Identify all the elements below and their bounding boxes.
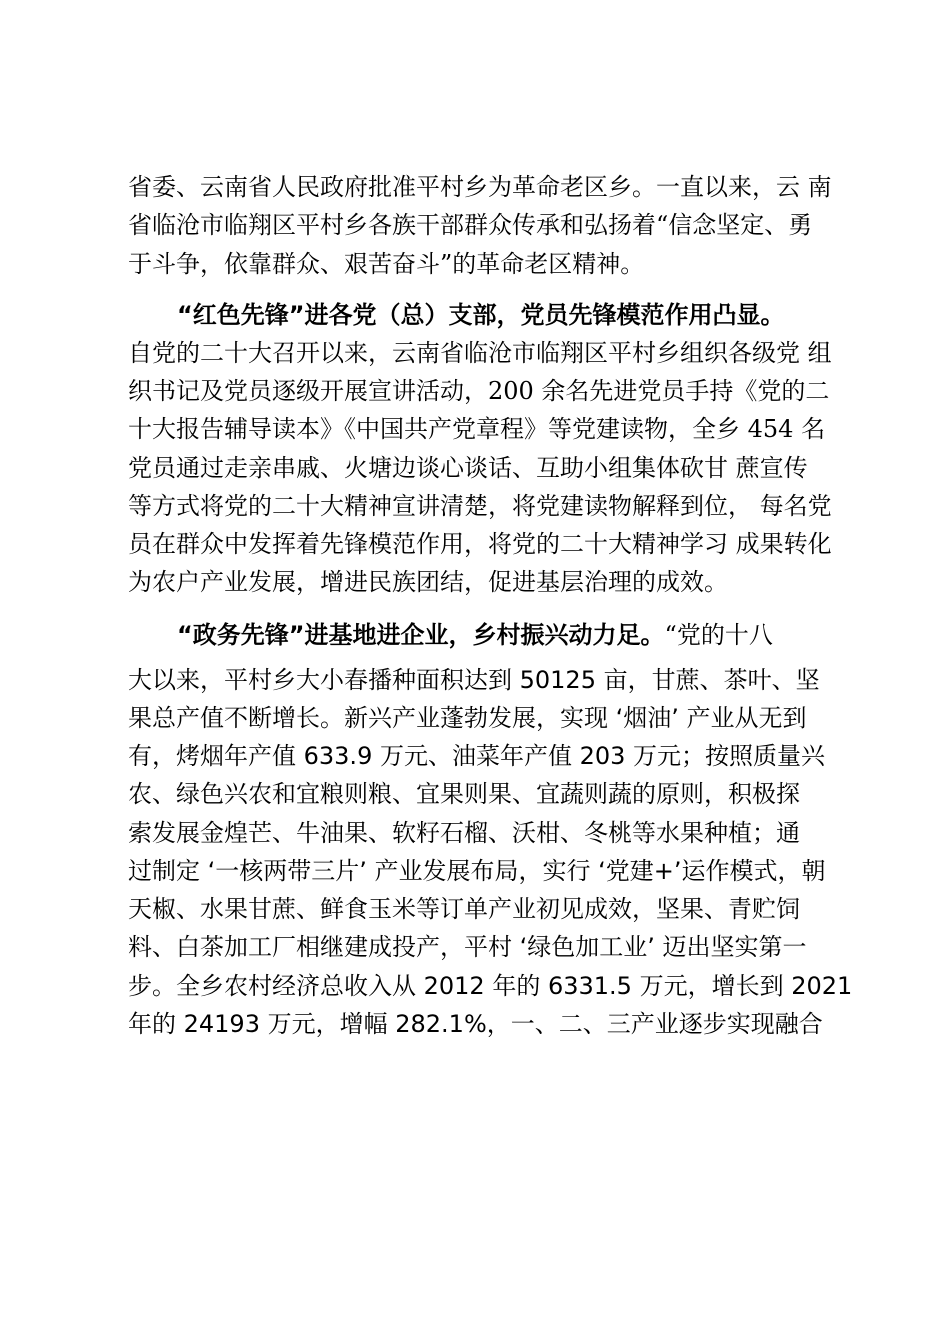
paragraph-line: 农、绿色兴农和宜粮则粮、宜果则果、宜蔬则蔬的原则，积极探 — [128, 780, 800, 808]
paragraph-line: 有，烤烟年产值 633.9 万元、油菜年产值 203 万元；按照质量兴 — [128, 742, 826, 770]
paragraph-line: 年的 24193 万元，增幅 282.1%，一、二、三产业逐步实现融合 — [128, 1010, 823, 1038]
paragraph-line: 于斗争，依靠群众、艰苦奋斗”的革命老区精神。 — [128, 250, 645, 278]
paragraph-line: 天椒、水果甘蔗、鲜食玉米等订单产业初见成效，坚果、青贮饲 — [128, 895, 800, 923]
paragraph-line: 自党的二十大召开以来，云南省临沧市临翔区平村乡组织各级党 组 — [128, 339, 832, 367]
paragraph-line: 料、白茶加工厂相继建成投产，平村 ‘绿色加工业’ 迈出坚实第一 — [128, 933, 807, 961]
paragraph-line: 为农户产业发展，增进民族团结，促进基层治理的成效。 — [128, 568, 728, 596]
paragraph-line: 大以来，平村乡大小春播种面积达到 50125 亩，甘蔗、茶叶、坚 — [128, 666, 820, 694]
paragraph-line: 省临沧市临翔区平村乡各族干部群众传承和弘扬着“信念坚定、勇 — [128, 211, 813, 239]
paragraph-line: 步。全乡农村经济总收入从 2012 年的 6331.5 万元，增长到 2021 — [128, 972, 853, 1000]
paragraph-line: 党员通过走亲串戚、火塘边谈心谈话、互助小组集体砍甘 蔗宣传 — [128, 454, 808, 482]
paragraph-line: 织书记及党员逐级开展宣讲活动，200 余名先进党员手持《党的二 — [128, 377, 830, 405]
paragraph-line: 果总产值不断增长。新兴产业蓬勃发展，实现 ‘烟油’ 产业从无到 — [128, 704, 807, 732]
paragraph-line: 员在群众中发挥着先锋模范作用，将党的二十大精神学习 成果转化 — [128, 530, 832, 558]
paragraph-line: 省委、云南省人民政府批准平村乡为革命老区乡。一直以来，云 南 — [128, 173, 832, 201]
paragraph-line: 十大报告辅导读本》《中国共产党章程》等党建读物，全乡 454 名 — [128, 415, 826, 443]
section-heading-tail: “党的十八 — [664, 621, 773, 649]
paragraph-line: 索发展金煌芒、牛油果、软籽石榴、沃柑、冬桃等水果种植；通 — [128, 819, 800, 847]
section-heading-government-pioneer — [177, 617, 773, 653]
section-heading-text: “政务先锋”进基地进企业，乡村振兴动力足。 — [177, 621, 665, 649]
paragraph-line: 过制定 ‘一核两带三片’ 产业发展布局，实行 ‘党建+’运作模式，朝 — [128, 857, 826, 885]
section-heading-red-pioneer: “红色先锋”进各党（总）支部，党员先锋模范作用凸显。 — [177, 301, 785, 329]
paragraph-line: 等方式将党的二十大精神宣讲清楚，将党建读物解释到位， 每名党 — [128, 492, 832, 520]
